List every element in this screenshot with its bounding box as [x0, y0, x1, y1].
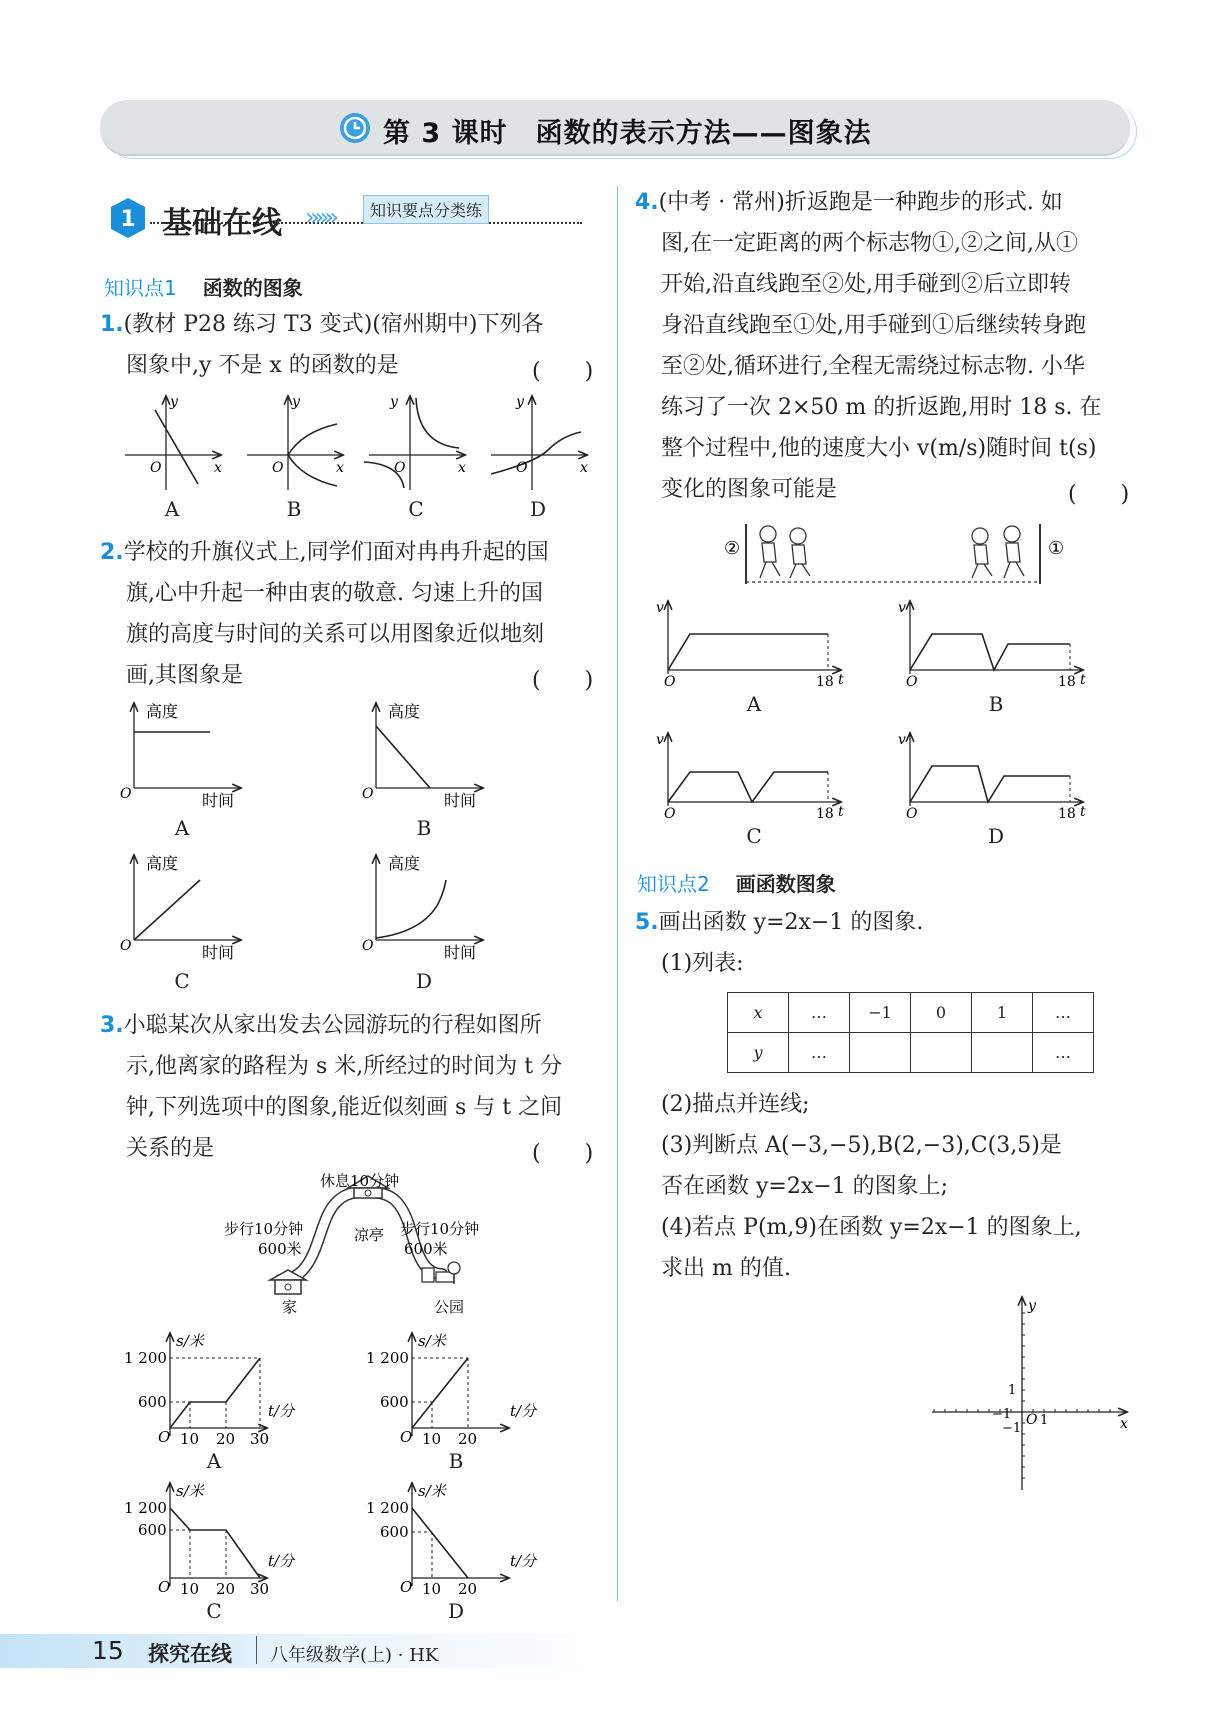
- table-answer-cell[interactable]: [911, 1033, 972, 1073]
- q1-b-ylabel: y: [292, 394, 300, 410]
- q2-d-origin: O: [362, 938, 374, 954]
- q3-c-origin: O: [158, 1578, 171, 1596]
- q5-grid-ylabel: y: [1028, 1298, 1036, 1314]
- q1-a-xlabel: x: [214, 460, 222, 476]
- q4-b-xtick: 18: [1058, 674, 1076, 690]
- clock-icon: [340, 113, 370, 143]
- q3-c-xtick: 30: [250, 1580, 270, 1598]
- q5-grid-y1: 1: [1008, 1383, 1017, 1398]
- q5-part2-text: (2)描点并连线;: [661, 1092, 810, 1117]
- q3-rest-label: 休息10分钟: [320, 1172, 400, 1190]
- q3-option-b[interactable]: B: [448, 1449, 464, 1473]
- q2-a-origin: O: [120, 786, 132, 802]
- q3-route-map: [220, 1172, 520, 1322]
- q4-b-xlabel: t: [1080, 672, 1086, 688]
- column-divider: [617, 186, 618, 1601]
- q3-option-c[interactable]: C: [206, 1599, 222, 1623]
- q4-graph-c: [656, 732, 844, 822]
- q3-a-origin: O: [158, 1428, 171, 1446]
- q3-b-ylabel: s/米: [418, 1332, 446, 1350]
- q2-line: 旗,心中升起一种由衷的敬意. 匀速上升的国: [126, 581, 543, 606]
- q3-answer-paren[interactable]: ( ): [532, 1141, 594, 1166]
- q5-grid-origin: O: [1026, 1412, 1038, 1428]
- q4-line: 图,在一定距离的两个标志物①,②之间,从①: [661, 231, 1078, 256]
- q1-line: (教材 P28 练习 T3 变式)(宿州期中)下列各: [123, 312, 544, 337]
- q3-a-ylabel: s/米: [176, 1332, 204, 1350]
- q3-pavilion-label: 凉亭: [354, 1226, 385, 1244]
- q1-c-xlabel: x: [458, 460, 466, 476]
- q4-graph-a: [656, 600, 844, 690]
- q3-b-xtick: 10: [422, 1430, 442, 1448]
- q2-line: 旗的高度与时间的关系可以用图象近似地刻: [126, 622, 545, 647]
- q4-option-d[interactable]: D: [987, 824, 1005, 848]
- q1-b-origin: O: [272, 460, 284, 476]
- q4-d-xlabel: t: [1080, 804, 1086, 820]
- q4-d-ylabel: v: [898, 732, 906, 748]
- section-title: 基础在线: [162, 206, 282, 241]
- q4-answer-paren[interactable]: ( ): [1068, 482, 1130, 507]
- q1-graph-b: [247, 394, 344, 490]
- kp1-label: 知识点1: [104, 276, 177, 300]
- q2-c-origin: O: [120, 938, 132, 954]
- section-tag: 知识要点分类练: [363, 195, 489, 224]
- q5-part4-line2: 求出 m 的值.: [661, 1256, 791, 1281]
- runner-icon: [972, 526, 1024, 578]
- q1-number: 1.: [100, 312, 124, 337]
- q3-d-xtick: 20: [458, 1580, 478, 1598]
- q2-line: 画,其图象是: [126, 663, 243, 688]
- q4-line: 变化的图象可能是: [661, 477, 838, 502]
- q2-line: 学校的升旗仪式上,同学们面对冉冉升起的国: [123, 540, 549, 565]
- q4-c-xtick: 18: [816, 806, 834, 822]
- table-cell: …: [1033, 993, 1094, 1033]
- q1-a-origin: O: [150, 460, 162, 476]
- q2-graph-c: [120, 854, 240, 962]
- q4-text: [635, 182, 1102, 510]
- q3-d-origin: O: [400, 1578, 413, 1596]
- table-cell: x: [728, 993, 789, 1033]
- q3-d-ylabel: s/米: [418, 1482, 446, 1500]
- q4-line: (中考 · 常州)折返跑是一种跑步的形式. 如: [658, 190, 1063, 215]
- q5-part1: (1)列表:: [661, 951, 744, 976]
- q4-marker-right: ①: [1048, 538, 1065, 559]
- q4-d-xtick: 18: [1058, 806, 1076, 822]
- q3-c-xtick: 10: [180, 1580, 200, 1598]
- q2-answer-paren[interactable]: ( ): [532, 668, 594, 693]
- q4-shuttle-run-illustration: [710, 518, 1080, 590]
- q3-a-xtick: 10: [180, 1430, 200, 1448]
- table-row: [728, 1033, 1094, 1073]
- q1-option-b[interactable]: B: [286, 497, 302, 521]
- q5-part2: [661, 1084, 1082, 1289]
- table-row: [728, 993, 1094, 1033]
- page-number: 15: [92, 1636, 124, 1665]
- q3-home-label: 家: [282, 1298, 298, 1316]
- q5-grid-x1: 1: [1040, 1413, 1049, 1428]
- q1-text: [100, 304, 543, 386]
- q3-walk-left: 步行10分钟: [224, 1220, 304, 1238]
- q4-b-ylabel: v: [898, 600, 906, 616]
- q2-b-origin: O: [362, 786, 374, 802]
- q2-a-xlabel: 时间: [202, 791, 235, 810]
- footer-brand: 探究在线: [148, 1642, 232, 1666]
- q4-graph-d: [898, 732, 1086, 822]
- runner-icon: [760, 526, 810, 578]
- q3-a-ytick: 1 200: [124, 1349, 167, 1367]
- q1-line: 图象中,y 不是 x 的函数的是: [126, 353, 399, 378]
- q3-b-xtick: 20: [458, 1430, 478, 1448]
- q3-walk-right: 步行10分钟: [400, 1220, 480, 1238]
- q5-coordinate-plane[interactable]: [930, 1294, 1130, 1494]
- q4-line: 整个过程中,他的速度大小 v(m/s)随时间 t(s): [661, 436, 1097, 461]
- q4-graph-b: [898, 600, 1086, 690]
- q1-d-xlabel: x: [580, 460, 588, 476]
- q1-b-xlabel: x: [336, 460, 344, 476]
- q3-c-ylabel: s/米: [176, 1482, 204, 1500]
- section-number: 1: [120, 207, 136, 232]
- q3-number: 3.: [100, 1013, 124, 1038]
- q2-d-ylabel: 高度: [388, 854, 421, 873]
- q4-option-b[interactable]: B: [988, 692, 1004, 716]
- q3-option-d[interactable]: D: [447, 1599, 465, 1623]
- q3-b-xlabel: t/分: [510, 1402, 537, 1420]
- q3-c-xlabel: t/分: [268, 1552, 295, 1570]
- table-cell: 0: [911, 993, 972, 1033]
- q3-line: 关系的是: [126, 1136, 215, 1161]
- q1-d-ylabel: y: [516, 394, 524, 410]
- q4-a-ylabel: v: [656, 600, 664, 616]
- q3-c-xtick: 20: [216, 1580, 236, 1598]
- q2-graph-a: [120, 702, 240, 810]
- q1-d-origin: O: [516, 460, 528, 476]
- q4-d-origin: O: [906, 806, 918, 822]
- q2-graphs: [120, 700, 600, 990]
- q4-marker-left: ②: [724, 538, 741, 559]
- q3-b-ytick: 1 200: [366, 1349, 409, 1367]
- q2-a-ylabel: 高度: [146, 702, 179, 721]
- q3-d-xlabel: t/分: [510, 1552, 537, 1570]
- q3-b-ytick: 600: [380, 1393, 409, 1411]
- kp1-title: 函数的图象: [202, 276, 303, 300]
- q3-a-xtick: 30: [250, 1430, 270, 1448]
- q5-part3-line2: 否在函数 y=2x−1 的图象上;: [661, 1174, 949, 1199]
- q1-a-ylabel: y: [170, 394, 178, 410]
- q3-d-ytick: 1 200: [366, 1499, 409, 1517]
- table-cell: …: [789, 993, 850, 1033]
- q4-line: 开始,沿直线跑至②处,用手碰到②后立即转: [661, 272, 1071, 297]
- footer-separator: [256, 1636, 257, 1664]
- q4-c-ylabel: v: [656, 732, 664, 748]
- q1-graphs: [120, 392, 610, 492]
- q2-option-d[interactable]: D: [415, 969, 433, 993]
- q3-d-ytick: 600: [380, 1523, 409, 1541]
- q5-line1: [635, 902, 923, 943]
- kp2-label: 知识点2: [637, 872, 710, 896]
- q4-a-xlabel: t: [838, 672, 844, 688]
- q4-number: 4.: [635, 190, 659, 215]
- q1-option-c[interactable]: C: [408, 497, 424, 521]
- q3-option-a[interactable]: A: [206, 1449, 222, 1473]
- q2-option-b[interactable]: B: [416, 816, 432, 840]
- table-answer-cell[interactable]: [972, 1033, 1033, 1073]
- q3-dist-right: 600米: [404, 1240, 448, 1258]
- q5-grid-xlabel: x: [1120, 1416, 1128, 1432]
- q3-d-xtick: 10: [422, 1580, 442, 1598]
- q4-line: 身沿直线跑至①处,用手碰到①后继续转身跑: [661, 313, 1086, 338]
- q2-c-xlabel: 时间: [202, 943, 235, 962]
- q2-d-xlabel: 时间: [444, 943, 477, 962]
- q2-b-xlabel: 时间: [444, 791, 477, 810]
- q4-option-c[interactable]: C: [746, 824, 762, 848]
- q4-c-origin: O: [664, 806, 676, 822]
- q2-c-ylabel: 高度: [146, 854, 179, 873]
- q3-c-ytick: 1 200: [124, 1499, 167, 1517]
- q5-line1-text: 画出函数 y=2x−1 的图象.: [658, 910, 924, 935]
- q5-part3-line1: (3)判断点 A(−3,−5),B(2,−3),C(3,5)是: [661, 1133, 1062, 1158]
- q1-c-origin: O: [394, 460, 406, 476]
- q3-graph-c: [124, 1482, 296, 1598]
- q2-b-ylabel: 高度: [388, 702, 421, 721]
- lesson-title: 第 3 课时 函数的表示方法——图象法: [383, 118, 872, 149]
- q3-line: 钟,下列选项中的图象,能近似刻画 s 与 t 之间: [126, 1095, 563, 1120]
- table-cell: …: [789, 1033, 850, 1073]
- q3-a-ytick: 600: [138, 1393, 167, 1411]
- q1-answer-paren[interactable]: ( ): [532, 359, 594, 384]
- table-cell: y: [728, 1033, 789, 1073]
- q5-grid-yneg1: −1: [1002, 1421, 1022, 1436]
- q2-number: 2.: [100, 540, 124, 565]
- q3-graph-b: [366, 1332, 538, 1448]
- q4-b-origin: O: [906, 674, 918, 690]
- q4-c-xlabel: t: [838, 804, 844, 820]
- q2-graph-b: [362, 702, 482, 810]
- q2-option-a[interactable]: A: [174, 816, 190, 840]
- knowledge-point-2: [637, 868, 836, 897]
- q3-c-ytick: 600: [138, 1521, 167, 1539]
- table-answer-cell[interactable]: [850, 1033, 911, 1073]
- q1-graph-d: [491, 394, 588, 490]
- q3-graph-a: [124, 1332, 296, 1448]
- q3-graph-d: [366, 1482, 538, 1598]
- footer-book-title: 八年级数学(上) · HK: [270, 1645, 439, 1666]
- section-number-badge: [108, 196, 146, 238]
- q3-a-xtick: 20: [216, 1430, 236, 1448]
- q2-text: [100, 532, 549, 696]
- q1-graph-a: [125, 394, 222, 490]
- q3-park-label: 公园: [434, 1298, 465, 1316]
- q3-line: 示,他离家的路程为 s 米,所经过的时间为 t 分: [126, 1054, 563, 1079]
- q3-text: [100, 1005, 562, 1169]
- table-cell: −1: [850, 993, 911, 1033]
- table-cell: 1: [972, 993, 1033, 1033]
- q3-a-xlabel: t/分: [268, 1402, 295, 1420]
- q5-part4-line1: (4)若点 P(m,9)在函数 y=2x−1 的图象上,: [661, 1215, 1082, 1240]
- q3-dist-left: 600米: [258, 1240, 302, 1258]
- table-cell: …: [1033, 1033, 1094, 1073]
- q3-b-origin: O: [400, 1428, 413, 1446]
- q1-option-d[interactable]: D: [529, 497, 547, 521]
- q4-option-a[interactable]: A: [746, 692, 762, 716]
- q4-graphs: [650, 598, 1110, 838]
- q3-graphs: [118, 1330, 598, 1600]
- q1-graph-c: [364, 394, 466, 490]
- q3-line: 小聪某次从家出发去公园游玩的行程如图所: [123, 1013, 542, 1038]
- q2-option-c[interactable]: C: [174, 969, 190, 993]
- knowledge-point-1: [104, 272, 303, 301]
- section-arrows: »»»: [305, 203, 335, 231]
- q4-line: 至②处,循环进行,全程无需绕过标志物. 小华: [661, 354, 1085, 379]
- q2-graph-d: [362, 854, 482, 962]
- q1-c-ylabel: y: [390, 394, 398, 410]
- q5-grid-xneg1: −1: [992, 1407, 1012, 1422]
- q4-a-origin: O: [664, 674, 676, 690]
- q5-number: 5.: [635, 910, 659, 935]
- kp2-title: 画函数图象: [735, 872, 836, 896]
- q4-a-xtick: 18: [816, 674, 834, 690]
- q1-option-a[interactable]: A: [164, 497, 180, 521]
- q5-value-table: [727, 992, 1094, 1073]
- q4-line: 练习了一次 2×50 m 的折返跑,用时 18 s. 在: [661, 395, 1102, 420]
